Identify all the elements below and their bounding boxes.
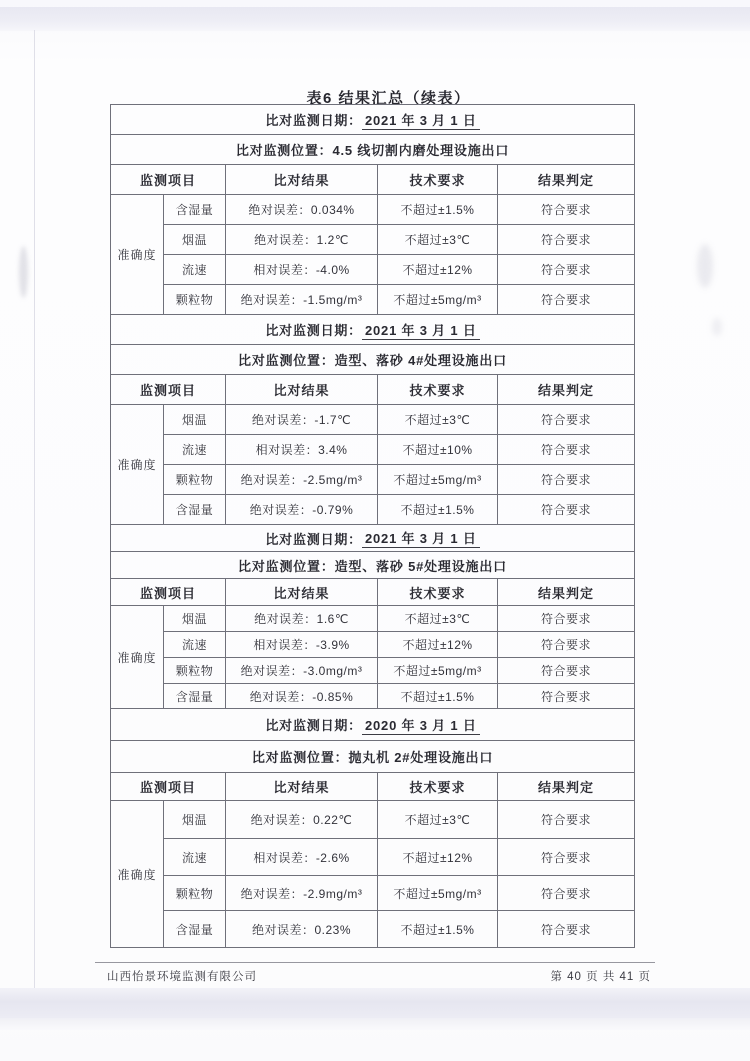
cell-judgement: 符合要求: [498, 876, 634, 911]
table-header-row: [111, 375, 634, 405]
monitoring-position-row: [111, 135, 634, 165]
cell-judgement: 符合要求: [498, 495, 634, 525]
cell-requirement: 不超过±1.5%: [378, 684, 498, 709]
cell-requirement: 不超过±5mg/m³: [378, 658, 498, 684]
cell-item: 颗粒物: [164, 876, 226, 911]
cell-item: 烟温: [164, 405, 226, 435]
cell-item: 颗粒物: [164, 285, 226, 315]
cell-item: 流速: [164, 435, 226, 465]
result-block-1: [111, 105, 634, 315]
cell-result: 绝对误差：0.23%: [226, 911, 378, 948]
scan-artifact-smudge: [697, 244, 713, 288]
cell-requirement: 不超过±3℃: [378, 225, 498, 255]
cell-item: 烟温: [164, 225, 226, 255]
header-technical-requirement: 技术要求: [378, 375, 498, 405]
cell-item: 烟温: [164, 606, 226, 632]
cell-judgement: 符合要求: [498, 435, 634, 465]
cell-requirement: 不超过±12%: [378, 632, 498, 658]
monitoring-position-value: 4.5 线切割内磨处理设施出口: [332, 143, 510, 158]
header-result-judgement: 结果判定: [498, 165, 634, 195]
cell-requirement: 不超过±1.5%: [378, 195, 498, 225]
cell-item: 含湿量: [164, 195, 226, 225]
result-block-3: [111, 525, 634, 709]
cell-result: 相对误差：-3.9%: [226, 632, 378, 658]
cell-result: 绝对误差：0.034%: [226, 195, 378, 225]
cell-result: 绝对误差：-1.7℃: [226, 405, 378, 435]
footer-company-name: 山西怡景环境监测有限公司: [107, 971, 257, 983]
cell-requirement: 不超过±12%: [378, 255, 498, 285]
cell-item: 颗粒物: [164, 658, 226, 684]
category-accuracy-cell: 准确度: [111, 405, 164, 525]
data-grid: [111, 405, 634, 525]
cell-judgement: 符合要求: [498, 195, 634, 225]
header-comparison-result: 比对结果: [226, 773, 378, 801]
monitoring-position-label: 比对监测位置：: [238, 558, 335, 574]
data-grid: [111, 606, 634, 709]
cell-item: 颗粒物: [164, 465, 226, 495]
data-grid: [111, 195, 634, 315]
category-accuracy-cell: 准确度: [111, 801, 164, 948]
cell-result: 相对误差：-4.0%: [226, 255, 378, 285]
header-result-judgement: 结果判定: [498, 579, 634, 606]
header-monitoring-item: 监测项目: [111, 579, 226, 606]
cell-item: 含湿量: [164, 495, 226, 525]
cell-result: 绝对误差：-2.9mg/m³: [226, 876, 378, 911]
monitoring-position-value: 造型、落砂 4#处理设施出口: [334, 353, 507, 368]
cell-judgement: 符合要求: [498, 658, 634, 684]
scan-artifact-bottom-band-2: [0, 1018, 750, 1030]
header-monitoring-item: 监测项目: [111, 165, 226, 195]
scan-artifact-page-edge-line: [34, 30, 35, 988]
cell-result: 绝对误差：-2.5mg/m³: [226, 465, 378, 495]
scan-artifact-smudge: [19, 246, 28, 298]
cell-requirement: 不超过±5mg/m³: [378, 876, 498, 911]
monitoring-date-value: 2020 年 3 月 1 日: [362, 715, 480, 735]
footer-divider: [95, 962, 655, 963]
cell-requirement: 不超过±3℃: [378, 801, 498, 839]
scan-artifact-smudge: [712, 318, 722, 336]
cell-judgement: 符合要求: [498, 255, 634, 285]
cell-requirement: 不超过±3℃: [378, 606, 498, 632]
monitoring-date-label: 比对监测日期：: [265, 718, 362, 733]
cell-judgement: 符合要求: [498, 225, 634, 255]
monitoring-date-label: 比对监测日期：: [265, 323, 362, 338]
cell-judgement: 符合要求: [498, 465, 634, 495]
cell-requirement: 不超过±10%: [378, 435, 498, 465]
monitoring-position-row: [111, 552, 634, 579]
scan-artifact-top-band: [0, 7, 750, 31]
cell-requirement: 不超过±1.5%: [378, 911, 498, 948]
cell-judgement: 符合要求: [498, 801, 634, 839]
header-monitoring-item: 监测项目: [111, 375, 226, 405]
cell-requirement: 不超过±5mg/m³: [378, 285, 498, 315]
data-grid: [111, 801, 634, 948]
table-header-row: [111, 773, 634, 801]
monitoring-position-value: 造型、落砂 5#处理设施出口: [334, 558, 507, 574]
result-block-2: [111, 315, 634, 525]
cell-item: 流速: [164, 255, 226, 285]
cell-requirement: 不超过±5mg/m³: [378, 465, 498, 495]
monitoring-date-row: [111, 105, 634, 135]
header-monitoring-item: 监测项目: [111, 773, 226, 801]
table-header-row: [111, 579, 634, 606]
monitoring-position-label: 比对监测位置：: [251, 750, 349, 765]
monitoring-date-value: 2021 年 3 月 1 日: [362, 320, 480, 340]
footer-page-number: 第 40 页 共 41 页: [550, 971, 651, 983]
cell-item: 流速: [164, 632, 226, 658]
cell-requirement: 不超过±1.5%: [378, 495, 498, 525]
header-comparison-result: 比对结果: [226, 579, 378, 606]
cell-judgement: 符合要求: [498, 839, 634, 876]
header-result-judgement: 结果判定: [498, 375, 634, 405]
cell-judgement: 符合要求: [498, 606, 634, 632]
cell-result: 绝对误差：0.22℃: [226, 801, 378, 839]
result-block-4: [111, 709, 634, 948]
cell-judgement: 符合要求: [498, 911, 634, 948]
header-technical-requirement: 技术要求: [378, 165, 498, 195]
cell-result: 绝对误差：-0.79%: [226, 495, 378, 525]
cell-result: 绝对误差：1.2℃: [226, 225, 378, 255]
cell-judgement: 符合要求: [498, 405, 634, 435]
monitoring-position-label: 比对监测位置：: [235, 143, 333, 158]
cell-judgement: 符合要求: [498, 632, 634, 658]
cell-requirement: 不超过±12%: [378, 839, 498, 876]
header-result-judgement: 结果判定: [498, 773, 634, 801]
results-summary-table: [110, 104, 635, 948]
monitoring-position-row: [111, 741, 634, 773]
cell-item: 含湿量: [164, 911, 226, 948]
cell-result: 相对误差：3.4%: [226, 435, 378, 465]
monitoring-date-row: [111, 525, 634, 552]
scan-artifact-bottom-band: [0, 988, 750, 1018]
cell-result: 相对误差：-2.6%: [226, 839, 378, 876]
monitoring-date-label: 比对监测日期：: [265, 531, 362, 547]
monitoring-date-row: [111, 709, 634, 741]
cell-result: 绝对误差：1.6℃: [226, 606, 378, 632]
monitoring-position-label: 比对监测位置：: [238, 353, 335, 368]
page-title: 表6 结果汇总（续表）: [306, 90, 471, 107]
header-technical-requirement: 技术要求: [378, 773, 498, 801]
cell-result: 绝对误差：-3.0mg/m³: [226, 658, 378, 684]
cell-item: 烟温: [164, 801, 226, 839]
cell-requirement: 不超过±3℃: [378, 405, 498, 435]
monitoring-date-row: [111, 315, 634, 345]
header-comparison-result: 比对结果: [226, 165, 378, 195]
cell-item: 含湿量: [164, 684, 226, 709]
cell-result: 绝对误差：-1.5mg/m³: [226, 285, 378, 315]
cell-item: 流速: [164, 839, 226, 876]
cell-judgement: 符合要求: [498, 684, 634, 709]
category-accuracy-cell: 准确度: [111, 195, 164, 315]
cell-result: 绝对误差：-0.85%: [226, 684, 378, 709]
table-header-row: [111, 165, 634, 195]
cell-judgement: 符合要求: [498, 285, 634, 315]
monitoring-date-value: 2021 年 3 月 1 日: [362, 110, 480, 130]
monitoring-position-row: [111, 345, 634, 375]
monitoring-date-label: 比对监测日期：: [265, 113, 362, 128]
monitoring-position-value: 抛丸机 2#处理设施出口: [348, 750, 494, 765]
category-accuracy-cell: 准确度: [111, 606, 164, 709]
monitoring-date-value: 2021 年 3 月 1 日: [362, 528, 480, 548]
header-comparison-result: 比对结果: [226, 375, 378, 405]
header-technical-requirement: 技术要求: [378, 579, 498, 606]
